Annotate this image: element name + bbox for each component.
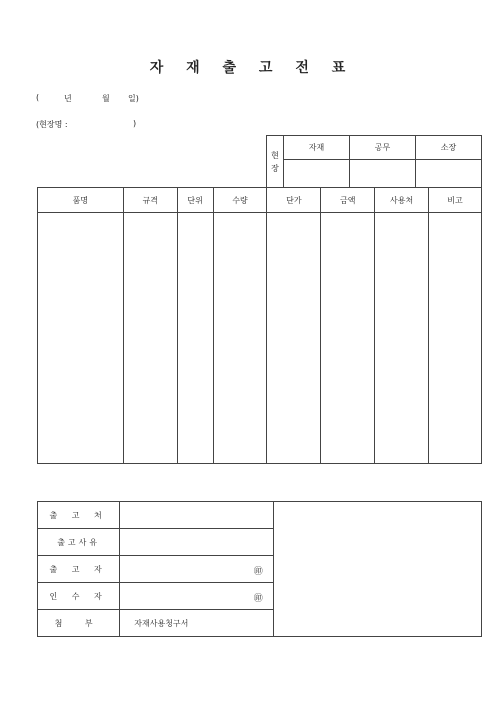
- value-destination[interactable]: [120, 502, 273, 529]
- approval-sign-material[interactable]: [284, 160, 350, 188]
- site-name-close: ): [133, 119, 137, 128]
- items-table: [37, 187, 482, 464]
- cell-item-name[interactable]: [38, 213, 124, 464]
- label-attachment: 첨 부: [38, 610, 120, 637]
- date-day-label: 일): [128, 94, 139, 103]
- col-header-spec: 규격: [123, 188, 177, 213]
- cell-unit[interactable]: [177, 213, 213, 464]
- label-reason: 출고사유: [38, 529, 120, 556]
- label-issuer: 출 고 자: [38, 556, 120, 583]
- cell-unit-price[interactable]: [267, 213, 321, 464]
- value-receiver[interactable]: [120, 583, 273, 610]
- release-info-table: [37, 501, 482, 637]
- date-open-paren: (: [36, 93, 40, 102]
- approval-header-material: 자재: [284, 136, 350, 160]
- approval-header-engineering: 공무: [350, 136, 416, 160]
- label-receiver: 인 수 자: [38, 583, 120, 610]
- col-header-usage: 사용처: [375, 188, 429, 213]
- cell-spec[interactable]: [123, 213, 177, 464]
- col-header-remarks: 비고: [429, 188, 482, 213]
- cell-remarks[interactable]: [429, 213, 482, 464]
- col-header-quantity: 수량: [213, 188, 267, 213]
- cell-amount[interactable]: [321, 213, 375, 464]
- col-header-unit-price: 단가: [267, 188, 321, 213]
- value-issuer[interactable]: [120, 556, 273, 583]
- notes-area[interactable]: [273, 502, 481, 637]
- site-name-label: (현장명 :: [36, 120, 68, 129]
- col-header-unit: 단위: [177, 188, 213, 213]
- value-attachment: 자재사용청구서: [120, 610, 273, 637]
- col-header-item-name: 품명: [38, 188, 124, 213]
- approval-sign-manager[interactable]: [416, 160, 482, 188]
- approval-sign-engineering[interactable]: [350, 160, 416, 188]
- approval-box: [266, 135, 482, 188]
- label-destination: 출 고 처: [38, 502, 120, 529]
- cell-quantity[interactable]: [213, 213, 267, 464]
- value-reason[interactable]: [120, 529, 273, 556]
- date-month-label: 월: [102, 94, 110, 103]
- approval-side-label: 현 장: [267, 136, 284, 188]
- page-title: 자 재 출 고 전 표: [149, 60, 355, 76]
- issuer-seal-icon: ㊞: [253, 567, 263, 577]
- date-year-label: 년: [64, 94, 72, 103]
- receiver-seal-icon: ㊞: [253, 594, 263, 604]
- col-header-amount: 금액: [321, 188, 375, 213]
- approval-header-manager: 소장: [416, 136, 482, 160]
- cell-usage[interactable]: [375, 213, 429, 464]
